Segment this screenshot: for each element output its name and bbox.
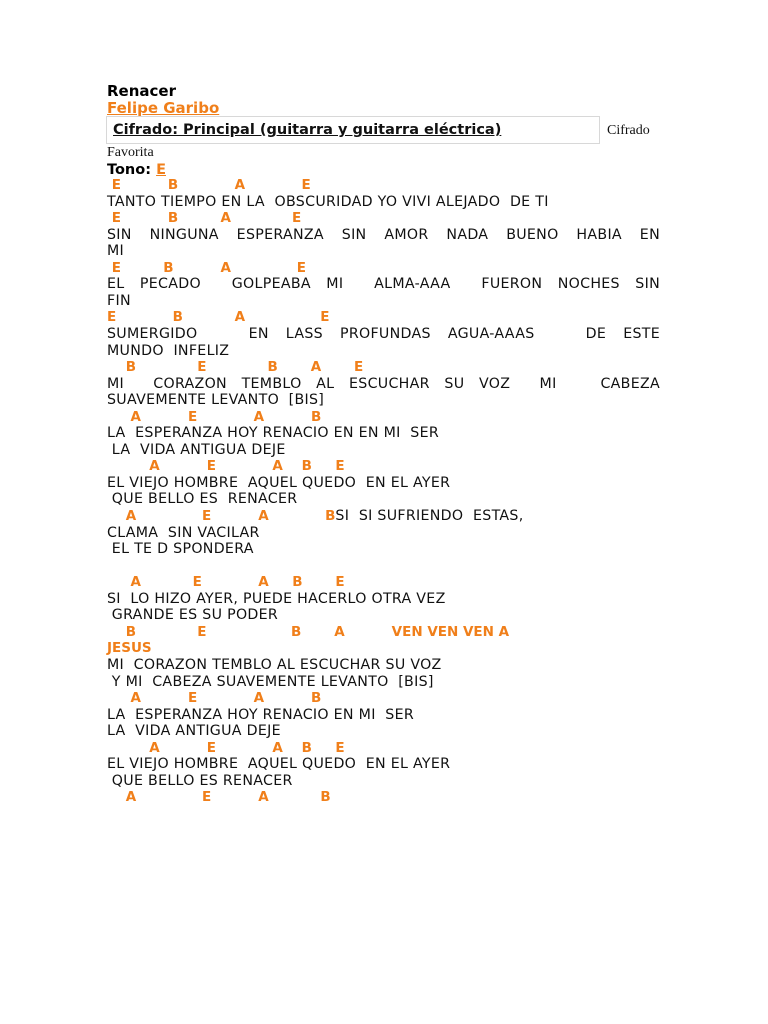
lyric-line: QUE BELLO ES RENACER: [107, 772, 293, 789]
lyric-line: GRANDE ES SU PODER: [107, 607, 279, 624]
lyric-line: FIN: [107, 292, 131, 309]
lyric-line: SI SI SUFRIENDO ESTAS,: [335, 508, 524, 524]
lyric-line: EL VIEJO HOMBRE AQUEL QUEDO EN EL AYER: [107, 474, 451, 491]
chord-line: E B A E: [107, 309, 330, 326]
lyric-line: SI LO HIZO AYER, PUEDE HACERLO OTRA VEZ: [107, 590, 446, 607]
favorita-label: Favorita: [107, 145, 154, 160]
chord-line: JESUS: [107, 640, 152, 657]
lyric-line: MI CORAZON TEMBLO AL ESCUCHAR SU VOZ: [107, 657, 442, 673]
lyric-line: EL VIEJO HOMBRE AQUEL QUEDO EN EL AYER: [107, 756, 451, 773]
chord-line: A E A B E: [107, 458, 345, 475]
chord-lyric-line: [107, 508, 524, 525]
lyric-line: SUMERGIDO EN LASS PROFUNDAS AGUA-AAAS DE ESTE: [107, 326, 660, 342]
lyric-line: LA ESPERANZA HOY RENACIO EN EN MI SER: [107, 425, 440, 442]
lyric-line: CLAMA SIN VACILAR: [107, 524, 260, 541]
lyric-line: MUNDO INFELIZ: [107, 342, 230, 359]
chord-line: A E A B E: [107, 574, 345, 591]
cifrado-principal-link[interactable]: Cifrado: Principal (guitarra y guitarra eléctrica): [113, 122, 502, 138]
lyric-line: MI: [107, 243, 125, 260]
tono-label: Tono:: [107, 162, 157, 178]
lyric-line: LA VIDA ANTIGUA DEJE: [107, 441, 286, 458]
chord-line: B E B A VEN VEN VEN A: [107, 623, 510, 640]
artist-link[interactable]: Felipe Garibo: [107, 99, 220, 117]
chord-line: A E A B: [107, 508, 336, 524]
chord-line: A E A B E: [107, 739, 345, 756]
lyric-line: EL PECADO GOLPEABA MI ALMA-AAA FUERON NOCHES SIN: [107, 276, 660, 293]
chord-line: E B A E: [107, 259, 306, 276]
chord-line: A E A B: [107, 408, 322, 425]
chord-line: A E A B: [107, 789, 331, 806]
chord-line: E B A E: [107, 177, 311, 193]
chord-line: A E A B: [107, 690, 322, 707]
chord-line: B E B A E: [107, 359, 364, 376]
lyric-line: SUAVEMENTE LEVANTO [BIS]: [107, 392, 325, 409]
lyric-line: Y MI CABEZA SUAVEMENTE LEVANTO [BIS]: [107, 673, 434, 690]
tono-line: [107, 162, 166, 178]
lyric-line: LA ESPERANZA HOY RENACIO EN MI SER: [107, 706, 415, 723]
lyric-line: TANTO TIEMPO EN LA OBSCURIDAD YO VIVI ALEJADO DE TI: [107, 193, 549, 210]
song-title: Renacer: [107, 82, 176, 100]
lyric-line: SIN NINGUNA ESPERANZA SIN AMOR NADA BUENO HABIA EN: [107, 226, 660, 243]
lyric-line: EL TE D SPONDERA: [107, 541, 254, 558]
tono-key-link[interactable]: E: [156, 162, 166, 178]
lyric-line: MI CORAZON TEMBLO AL ESCUCHAR SU VOZ MI CABEZA: [107, 375, 660, 392]
cifrado-label: Cifrado: [607, 123, 650, 138]
lyric-line: QUE BELLO ES RENACER: [107, 491, 298, 508]
lyric-line: LA VIDA ANTIGUA DEJE: [107, 723, 281, 740]
chord-line: E B A E: [107, 210, 302, 227]
